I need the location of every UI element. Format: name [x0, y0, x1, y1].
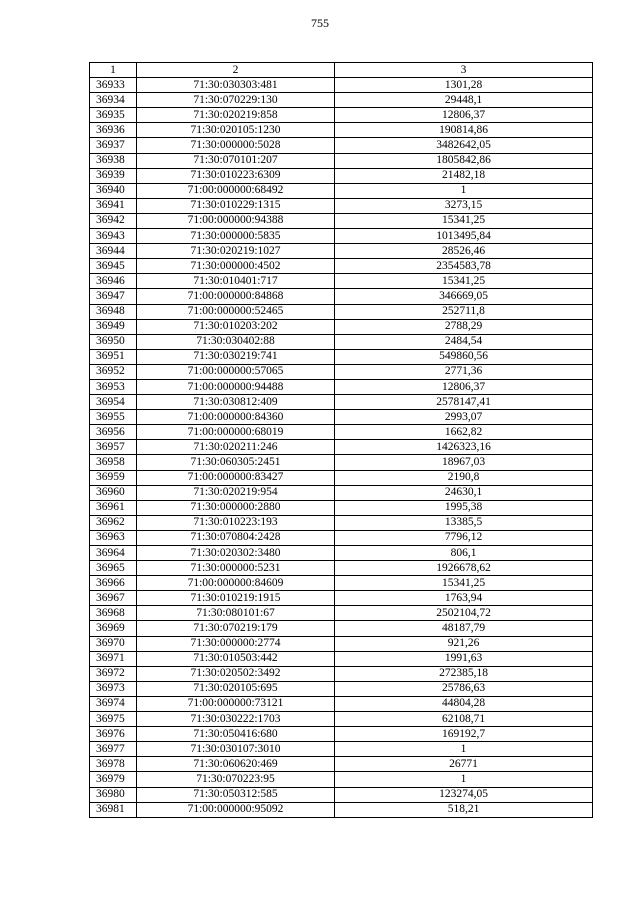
value-cell: 2190,8 [335, 470, 593, 485]
value-cell: 1763,94 [335, 591, 593, 606]
value-cell: 29448,1 [335, 93, 593, 108]
value-cell: 7796,12 [335, 530, 593, 545]
table-row [90, 410, 593, 425]
cadastral-number-cell: 71:30:030303:481 [137, 78, 335, 93]
cadastral-number-cell: 71:30:000000:5835 [137, 229, 335, 244]
cadastral-number-cell: 71:30:030107:3010 [137, 742, 335, 757]
row-number-cell: 36947 [90, 289, 137, 304]
cadastral-number-cell: 71:30:020105:695 [137, 681, 335, 696]
table-row [90, 757, 593, 772]
table-row [90, 681, 593, 696]
table-row [90, 198, 593, 213]
row-number-cell: 36945 [90, 259, 137, 274]
row-number-cell: 36952 [90, 364, 137, 379]
table-row [90, 727, 593, 742]
row-number-cell: 36974 [90, 696, 137, 711]
row-number-cell: 36938 [90, 153, 137, 168]
value-cell: 15341,25 [335, 576, 593, 591]
row-number-cell: 36966 [90, 576, 137, 591]
cadastral-number-cell: 71:00:000000:68019 [137, 425, 335, 440]
cadastral-number-cell: 71:30:020105:1230 [137, 123, 335, 138]
table-row [90, 561, 593, 576]
value-cell: 12806,37 [335, 108, 593, 123]
cadastral-number-cell: 71:30:020219:858 [137, 108, 335, 123]
column-header-2: 2 [137, 63, 335, 78]
value-cell: 2354583,78 [335, 259, 593, 274]
value-cell: 2502104,72 [335, 606, 593, 621]
value-cell: 13385,5 [335, 515, 593, 530]
value-cell: 28526,46 [335, 244, 593, 259]
cadastral-number-cell: 71:00:000000:73121 [137, 696, 335, 711]
row-number-cell: 36980 [90, 787, 137, 802]
row-number-cell: 36948 [90, 304, 137, 319]
table-body [90, 78, 593, 818]
row-number-cell: 36939 [90, 168, 137, 183]
table-row [90, 168, 593, 183]
table-header-row [90, 63, 593, 78]
cadastral-number-cell: 71:30:030812:409 [137, 395, 335, 410]
value-cell: 1995,38 [335, 500, 593, 515]
cadastral-number-cell: 71:30:070219:179 [137, 621, 335, 636]
table-row [90, 274, 593, 289]
table-row [90, 244, 593, 259]
table-row [90, 500, 593, 515]
table-row [90, 153, 593, 168]
cadastral-number-cell: 71:30:020219:1027 [137, 244, 335, 259]
table-row [90, 651, 593, 666]
value-cell: 921,26 [335, 636, 593, 651]
row-number-cell: 36960 [90, 485, 137, 500]
cadastral-number-cell: 71:00:000000:52465 [137, 304, 335, 319]
value-cell: 26771 [335, 757, 593, 772]
row-number-cell: 36975 [90, 712, 137, 727]
row-number-cell: 36965 [90, 561, 137, 576]
value-cell: 1013495,84 [335, 229, 593, 244]
table-row [90, 440, 593, 455]
row-number-cell: 36941 [90, 198, 137, 213]
row-number-cell: 36942 [90, 213, 137, 228]
table-row [90, 319, 593, 334]
cadastral-number-cell: 71:30:000000:5231 [137, 561, 335, 576]
table-row [90, 213, 593, 228]
value-cell: 1 [335, 772, 593, 787]
row-number-cell: 36949 [90, 319, 137, 334]
row-number-cell: 36970 [90, 636, 137, 651]
row-number-cell: 36962 [90, 515, 137, 530]
value-cell: 3482642,05 [335, 138, 593, 153]
row-number-cell: 36977 [90, 742, 137, 757]
cadastral-number-cell: 71:30:030222:1703 [137, 712, 335, 727]
table-row [90, 395, 593, 410]
value-cell: 21482,18 [335, 168, 593, 183]
row-number-cell: 36954 [90, 395, 137, 410]
table-row [90, 470, 593, 485]
value-cell: 1662,82 [335, 425, 593, 440]
table-row [90, 78, 593, 93]
cadastral-number-cell: 71:30:060305:2451 [137, 455, 335, 470]
value-cell: 1 [335, 183, 593, 198]
table-row [90, 742, 593, 757]
column-header-3: 3 [335, 63, 593, 78]
cadastral-number-cell: 71:30:050416:680 [137, 727, 335, 742]
cadastral-number-cell: 71:00:000000:84360 [137, 410, 335, 425]
cadastral-number-cell: 71:30:010203:202 [137, 319, 335, 334]
table-row [90, 93, 593, 108]
cadastral-number-cell: 71:30:000000:2880 [137, 500, 335, 515]
cadastral-number-cell: 71:00:000000:84609 [137, 576, 335, 591]
value-cell: 190814,86 [335, 123, 593, 138]
row-number-cell: 36959 [90, 470, 137, 485]
table-row [90, 455, 593, 470]
value-cell: 1 [335, 742, 593, 757]
row-number-cell: 36961 [90, 500, 137, 515]
table-row [90, 304, 593, 319]
cadastral-number-cell: 71:00:000000:57065 [137, 364, 335, 379]
cadastral-number-cell: 71:00:000000:94488 [137, 379, 335, 394]
table-row [90, 379, 593, 394]
row-number-cell: 36964 [90, 546, 137, 561]
table-row [90, 666, 593, 681]
table-row [90, 108, 593, 123]
cadastral-number-cell: 71:30:010223:193 [137, 515, 335, 530]
row-number-cell: 36936 [90, 123, 137, 138]
value-cell: 44804,28 [335, 696, 593, 711]
value-cell: 806,1 [335, 546, 593, 561]
row-number-cell: 36955 [90, 410, 137, 425]
row-number-cell: 36958 [90, 455, 137, 470]
row-number-cell: 36934 [90, 93, 137, 108]
value-cell: 1926678,62 [335, 561, 593, 576]
table-row [90, 183, 593, 198]
cadastral-number-cell: 71:00:000000:94388 [137, 213, 335, 228]
value-cell: 15341,25 [335, 274, 593, 289]
cadastral-number-cell: 71:00:000000:68492 [137, 183, 335, 198]
value-cell: 1991,63 [335, 651, 593, 666]
row-number-cell: 36976 [90, 727, 137, 742]
table-row [90, 696, 593, 711]
table-row [90, 425, 593, 440]
row-number-cell: 36981 [90, 802, 137, 817]
value-cell: 518,21 [335, 802, 593, 817]
cadastral-number-cell: 71:30:010229:1315 [137, 198, 335, 213]
cadastral-number-cell: 71:30:030219:741 [137, 349, 335, 364]
table-row [90, 712, 593, 727]
value-cell: 1426323,16 [335, 440, 593, 455]
table-row [90, 289, 593, 304]
row-number-cell: 36973 [90, 681, 137, 696]
row-number-cell: 36978 [90, 757, 137, 772]
value-cell: 24630,1 [335, 485, 593, 500]
table-row [90, 123, 593, 138]
value-cell: 169192,7 [335, 727, 593, 742]
cadastral-number-cell: 71:00:000000:83427 [137, 470, 335, 485]
table-row [90, 485, 593, 500]
table-row [90, 606, 593, 621]
table-row [90, 334, 593, 349]
row-number-cell: 36943 [90, 229, 137, 244]
value-cell: 272385,18 [335, 666, 593, 681]
cadastral-number-cell: 71:30:000000:5028 [137, 138, 335, 153]
cadastral-number-cell: 71:30:000000:2774 [137, 636, 335, 651]
row-number-cell: 36957 [90, 440, 137, 455]
data-table [89, 62, 593, 818]
value-cell: 2578147,41 [335, 395, 593, 410]
page-number: 755 [311, 16, 329, 30]
row-number-cell: 36940 [90, 183, 137, 198]
cadastral-number-cell: 71:30:070804:2428 [137, 530, 335, 545]
table-row [90, 787, 593, 802]
cadastral-number-cell: 71:30:070229:130 [137, 93, 335, 108]
table-row [90, 772, 593, 787]
cadastral-number-cell: 71:30:080101:67 [137, 606, 335, 621]
table-row [90, 349, 593, 364]
cadastral-number-cell: 71:30:030402:88 [137, 334, 335, 349]
value-cell: 62108,71 [335, 712, 593, 727]
cadastral-number-cell: 71:30:020302:3480 [137, 546, 335, 561]
table-row [90, 229, 593, 244]
value-cell: 2788,29 [335, 319, 593, 334]
cadastral-number-cell: 71:30:070101:207 [137, 153, 335, 168]
cadastral-number-cell: 71:30:010503:442 [137, 651, 335, 666]
value-cell: 549860,56 [335, 349, 593, 364]
row-number-cell: 36968 [90, 606, 137, 621]
value-cell: 252711,8 [335, 304, 593, 319]
cadastral-number-cell: 71:30:000000:4502 [137, 259, 335, 274]
value-cell: 48187,79 [335, 621, 593, 636]
table-row [90, 636, 593, 651]
table-row [90, 546, 593, 561]
table-row [90, 530, 593, 545]
cadastral-number-cell: 71:30:020211:246 [137, 440, 335, 455]
value-cell: 2993,07 [335, 410, 593, 425]
cadastral-number-cell: 71:30:020502:3492 [137, 666, 335, 681]
value-cell: 2484,54 [335, 334, 593, 349]
row-number-cell: 36972 [90, 666, 137, 681]
row-number-cell: 36953 [90, 379, 137, 394]
cadastral-number-cell: 71:30:070223:95 [137, 772, 335, 787]
value-cell: 123274,05 [335, 787, 593, 802]
value-cell: 3273,15 [335, 198, 593, 213]
cadastral-number-cell: 71:00:000000:95092 [137, 802, 335, 817]
cadastral-number-cell: 71:30:010401:717 [137, 274, 335, 289]
row-number-cell: 36951 [90, 349, 137, 364]
table-row [90, 621, 593, 636]
value-cell: 15341,25 [335, 213, 593, 228]
row-number-cell: 36956 [90, 425, 137, 440]
value-cell: 346669,05 [335, 289, 593, 304]
row-number-cell: 36971 [90, 651, 137, 666]
value-cell: 1301,28 [335, 78, 593, 93]
table-row [90, 259, 593, 274]
value-cell: 18967,03 [335, 455, 593, 470]
row-number-cell: 36967 [90, 591, 137, 606]
column-header-1: 1 [90, 63, 137, 78]
table-row [90, 138, 593, 153]
row-number-cell: 36935 [90, 108, 137, 123]
cadastral-number-cell: 71:30:010223:6309 [137, 168, 335, 183]
row-number-cell: 36944 [90, 244, 137, 259]
value-cell: 2771,36 [335, 364, 593, 379]
cadastral-number-cell: 71:30:010219:1915 [137, 591, 335, 606]
row-number-cell: 36933 [90, 78, 137, 93]
cadastral-number-cell: 71:00:000000:84868 [137, 289, 335, 304]
value-cell: 25786,63 [335, 681, 593, 696]
table-row [90, 515, 593, 530]
row-number-cell: 36963 [90, 530, 137, 545]
row-number-cell: 36979 [90, 772, 137, 787]
row-number-cell: 36937 [90, 138, 137, 153]
value-cell: 1805842,86 [335, 153, 593, 168]
table-row [90, 802, 593, 817]
cadastral-number-cell: 71:30:020219:954 [137, 485, 335, 500]
cadastral-number-cell: 71:30:050312:585 [137, 787, 335, 802]
value-cell: 12806,37 [335, 379, 593, 394]
cadastral-number-cell: 71:30:060620:469 [137, 757, 335, 772]
row-number-cell: 36969 [90, 621, 137, 636]
table-row [90, 591, 593, 606]
table-row [90, 576, 593, 591]
row-number-cell: 36946 [90, 274, 137, 289]
table-row [90, 364, 593, 379]
row-number-cell: 36950 [90, 334, 137, 349]
